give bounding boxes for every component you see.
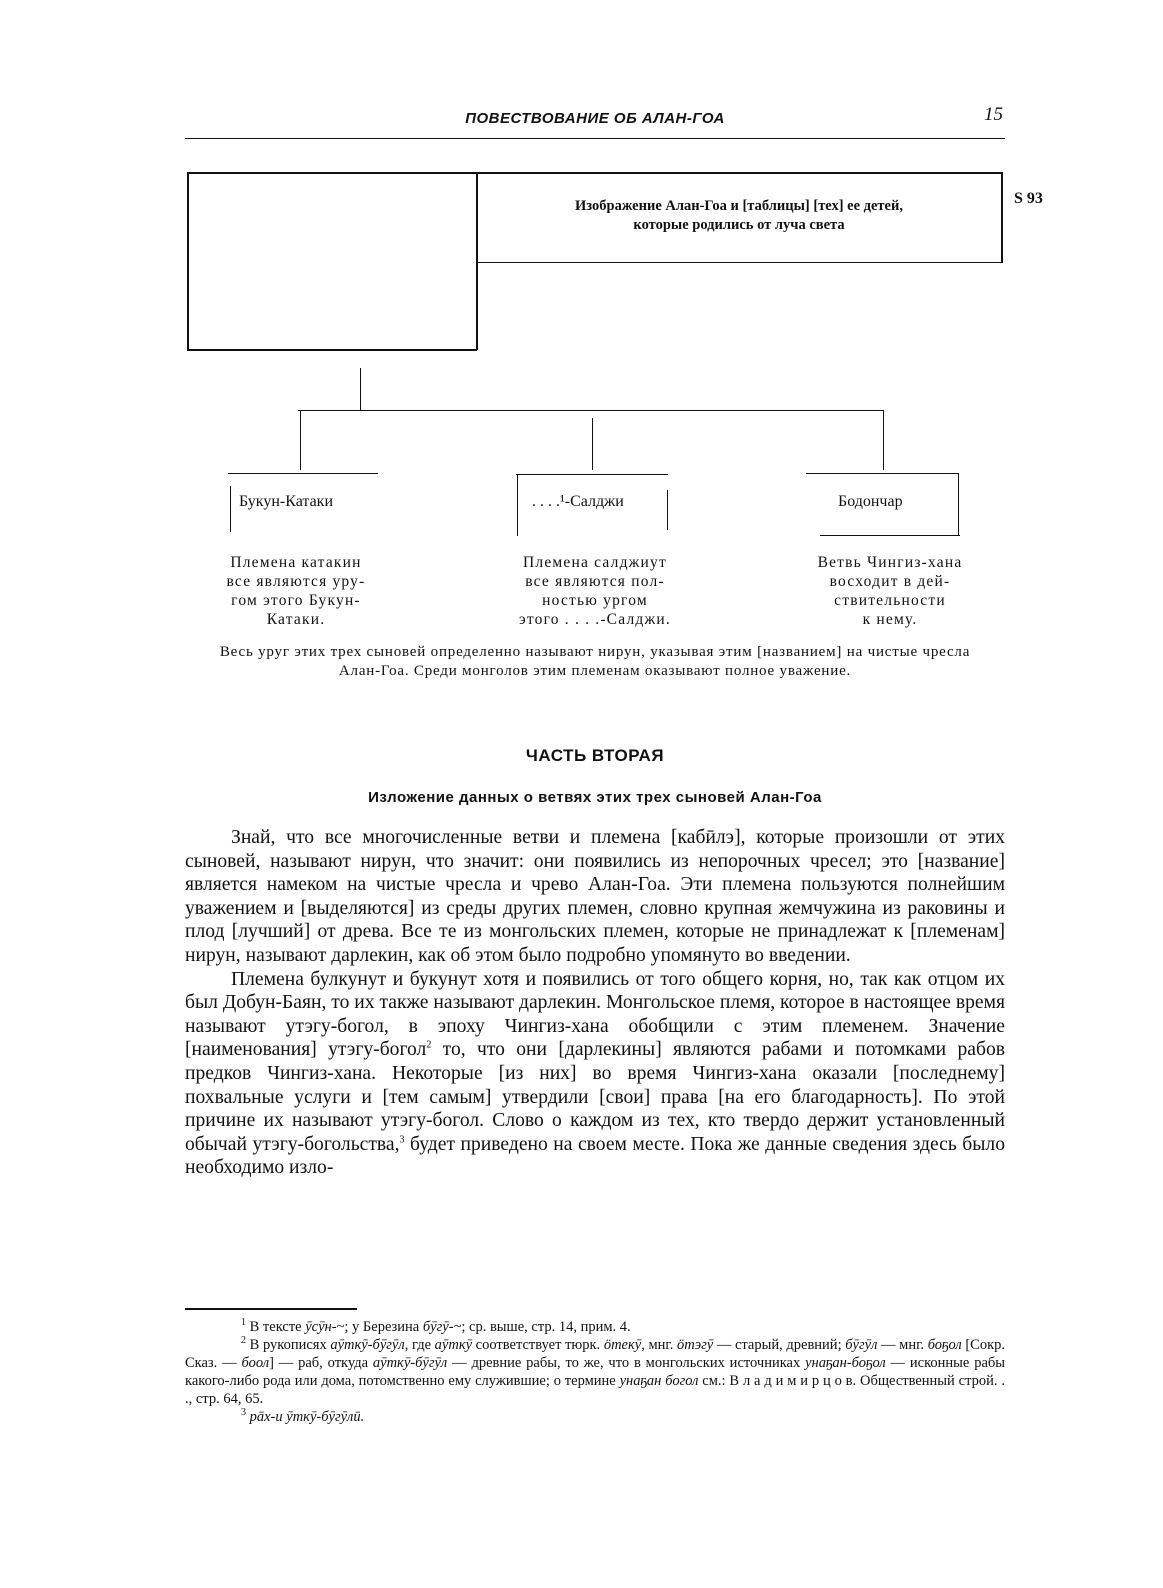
note-line: восходит в дей-: [829, 573, 951, 590]
note-line: гом этого Букун-: [231, 592, 361, 609]
note-line: ностью ургом: [542, 592, 648, 609]
footnote-term: боол: [241, 1355, 270, 1371]
note-line: ствительности: [834, 592, 946, 609]
footnote-text: ] — раб, откуда: [269, 1355, 373, 1371]
paragraph-1: Знай, что все многочисленные ветви и племена [кабӣлэ], которые произошли от этих сыновей, называют нирун, что значит: они появились из непорочных чресел; это [название] является намеком на чистые чресла и чрево Алан-Гоа. Эти племена пользуются полнейшим уважением и [выделяются] из среды других племен, словно крупная жемчужина из раковины и плод [лучший] от древа. Все те из монгольских племен, которые не принадлежат к [племенам] нирун, называют дарлекин, как об этом было подробно упомянуто во введении.: [185, 827, 1005, 966]
paragraph-2: [185, 968, 1005, 1180]
footnote-1-mark: 1: [241, 1317, 246, 1329]
footnote-term: ӯсӯн-~: [305, 1319, 345, 1335]
diagram-right-frame: [1001, 172, 1003, 263]
footnote-term: унаҕан-боҕол: [805, 1355, 886, 1371]
footnote-3: [185, 1408, 1005, 1426]
box-2-left: [517, 474, 518, 536]
footnote-text: [Сокр. Сказ. —: [185, 1337, 1006, 1371]
footnote-text: ; ср. выше, стр. 14, прим. 4.: [461, 1319, 631, 1335]
paragraph-2-part-a: Племена булкунут и букунут хотя и появились от того общего корня, но, так как отцом их был Добун-Баян, то их также называют дарлекин. Монгольское племя, которое в настоящее время называют утэгу-богол, в эпоху Чингиз-хана обобщили с этим племенем. Значение [наименования] утэгу-богол: [185, 968, 1005, 1061]
diagram-left-frame: [187, 172, 189, 350]
box-3-bottom: [820, 535, 960, 536]
genealogy-diagram: [0, 0, 1163, 720]
paragraph-2-part-c: будет приведено на своем месте. Пока же данные сведения здесь было необходимо изло-: [185, 1133, 1005, 1179]
footnote-text: — мнг.: [877, 1337, 928, 1353]
note-line: Племена салджиут: [523, 554, 667, 571]
footnote-ref-3[interactable]: 3: [399, 1134, 405, 1146]
note-line: Племена катакин: [230, 554, 362, 571]
page-number: 15: [984, 104, 1003, 125]
note-line: Ветвь Чингиз-хана: [817, 554, 963, 571]
diagram-summary: Весь уруг этих трех сыновей определенно называют нирун, указывая этим [названием] на чистые чресла Алан-Гоа. Среди монголов этим племенам оказывают полное уважение.: [219, 644, 971, 679]
note-line: все являются пол-: [525, 573, 665, 590]
part-title: ЧАСТЬ ВТОРАЯ: [525, 746, 665, 765]
caption-bottom-rule: [478, 262, 1002, 263]
caption-line-1: Изображение Алан-Гоа и [таблицы] [тех] ее детей,: [575, 198, 903, 214]
footnote-text: — старый, древний;: [713, 1337, 846, 1353]
footnote-text: соответствует тюрк.: [472, 1337, 604, 1353]
note-line: все являются уру-: [226, 573, 366, 590]
footnote-term: аӯткӯ: [434, 1337, 473, 1353]
note-line: Катаки.: [266, 611, 326, 628]
connector-branch-3: [883, 410, 884, 470]
body-text: [185, 826, 1005, 1180]
footnote-term: аӯткӯ-бӯгӯл: [372, 1355, 448, 1371]
footnote-text: — исконные рабы какого-либо рода или дома, потомственно ему служившие; о термине: [185, 1355, 1005, 1389]
box-1-top: [228, 473, 378, 474]
footnote-text: см.: В л а д и м и р ц о в. Общественный строй. . ., стр. 64, 65.: [185, 1373, 1005, 1407]
footnote-rule: [185, 1308, 357, 1310]
connector-stem: [360, 368, 361, 411]
footnote-text: В тексте: [246, 1319, 306, 1335]
footnotes: [185, 1318, 1005, 1426]
box-3-top: [806, 473, 959, 474]
box-3-right: [958, 473, 959, 536]
note-line: этого . . . .-Салджи.: [519, 611, 671, 628]
paragraph-2-part-b: то, что они [дарлекины] являются рабами и потомками рабов предков Чингиз-хана. Некоторые [из них] во время Чингиз-хана оказали [последнему] похвальные услуги и [тем самым] утвердили [свои] права [на его благодарность]. По этой причине их называют утэгу-богол. Слово о каждом из тех, кто твердо держит установленный обычай утэгу-богольства,: [185, 1039, 1005, 1155]
box-2-right: [667, 490, 668, 530]
footnote-1: [185, 1318, 1005, 1336]
footnote-term: рāх-и ӯткӯ-бӯгӯлӣ.: [249, 1409, 365, 1425]
footnote-3-mark: 3: [241, 1407, 246, 1419]
footnote-text: , мнг.: [641, 1337, 677, 1353]
diagram-caption: [480, 197, 998, 235]
part-subtitle: Изложение данных о ветвях этих трех сыновей Алан-Гоа: [368, 789, 822, 806]
son-note-3: [790, 553, 990, 629]
footnote-term: ӧтекӯ: [603, 1337, 642, 1353]
note-line: к нему.: [862, 611, 918, 628]
connector-horizontal: [298, 410, 884, 411]
son-note-1: [196, 553, 396, 629]
running-title: ПОВЕСТВОВАНИЕ ОБ АЛАН-ГОА: [465, 110, 725, 127]
diagram-top-rule: [187, 172, 1002, 174]
son-name-bukun-kataki: Букун-Катаки: [239, 493, 333, 510]
connector-branch-1: [300, 410, 301, 470]
footnote-text: — древние рабы, то же, что в монгольских источниках: [447, 1355, 806, 1371]
diagram-middle-divider: [476, 172, 478, 350]
footnote-text: ; у Березина: [344, 1319, 423, 1335]
footnote-term: бӯгӯл: [845, 1337, 878, 1353]
connector-branch-2: [592, 418, 593, 470]
footnote-text: , где: [404, 1337, 435, 1353]
diagram-bottom-left-rule: [187, 349, 477, 351]
footnote-text: В рукописях: [246, 1337, 331, 1353]
margin-note: S 93: [1014, 190, 1043, 207]
footnote-term: бӯгӯ-~: [422, 1319, 462, 1335]
footnote-term: боҕол: [927, 1337, 962, 1353]
son-name-bodonchar: Бодончар: [838, 493, 903, 510]
footnote-term: унаҕан богол: [619, 1373, 699, 1389]
box-1-left: [230, 486, 231, 532]
caption-line-2: которые родились от луча света: [633, 217, 845, 233]
footnote-term: ӧтэгӯ: [676, 1337, 714, 1353]
footnote-2-mark: 2: [241, 1335, 246, 1347]
footnote-ref-2[interactable]: 2: [426, 1039, 432, 1051]
footnote-2: [185, 1336, 1005, 1408]
son-name-saldzhi: . . . .¹-Салджи: [532, 493, 624, 510]
box-2-top: [516, 474, 668, 475]
footnote-term: аӯткӯ-бӯгӯл: [330, 1337, 405, 1353]
son-note-2: [490, 553, 700, 629]
